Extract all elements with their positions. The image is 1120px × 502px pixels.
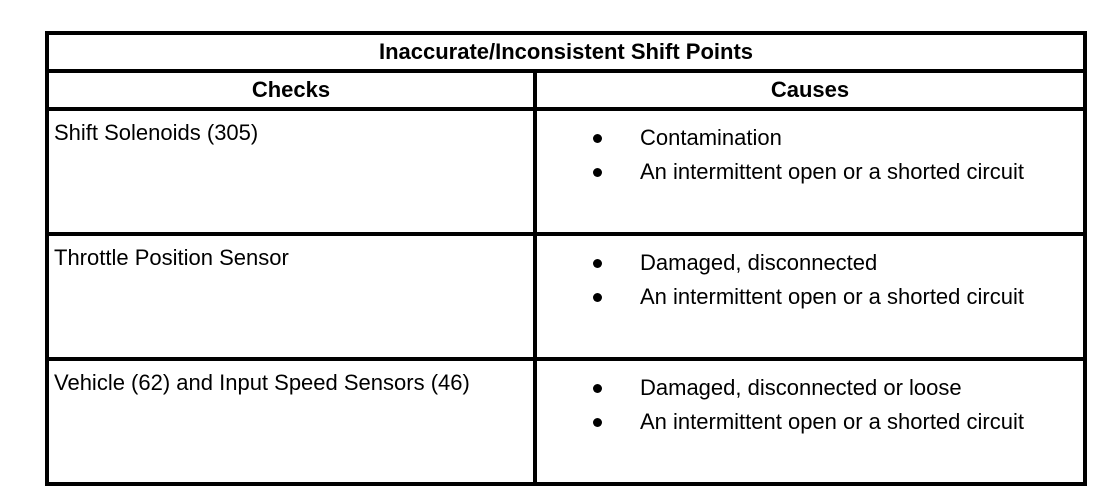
table-row [47, 234, 1085, 359]
bullet-icon [593, 134, 602, 143]
check-cell: Throttle Position Sensor [47, 234, 535, 359]
bullet-icon [593, 418, 602, 427]
check-cell: Shift Solenoids (305) [47, 109, 535, 234]
causes-cell [535, 109, 1085, 234]
table-title: Inaccurate/Inconsistent Shift Points [47, 33, 1085, 71]
cause-list [537, 121, 1083, 189]
bullet-icon [593, 293, 602, 302]
causes-header: Causes [535, 71, 1085, 109]
bullet-icon [593, 259, 602, 268]
cause-text: Contamination [640, 125, 782, 150]
causes-cell [535, 359, 1085, 484]
diagnostic-table [45, 31, 1087, 486]
cause-text: An intermittent open or a shorted circuit [640, 409, 1024, 434]
table-row [47, 109, 1085, 234]
list-item [537, 121, 1083, 155]
checks-header: Checks [47, 71, 535, 109]
list-item [537, 371, 1083, 405]
list-item [537, 155, 1083, 189]
cause-text: Damaged, disconnected or loose [640, 375, 962, 400]
table-row [47, 359, 1085, 484]
title-row [47, 33, 1085, 71]
cause-list [537, 371, 1083, 439]
cause-text: Damaged, disconnected [640, 250, 878, 275]
bullet-icon [593, 384, 602, 393]
list-item [537, 246, 1083, 280]
causes-cell [535, 234, 1085, 359]
list-item [537, 405, 1083, 439]
cause-text: An intermittent open or a shorted circuit [640, 284, 1024, 309]
header-row [47, 71, 1085, 109]
bullet-icon [593, 168, 602, 177]
cause-text: An intermittent open or a shorted circuit [640, 159, 1024, 184]
cause-list [537, 246, 1083, 314]
list-item [537, 280, 1083, 314]
check-cell: Vehicle (62) and Input Speed Sensors (46) [47, 359, 535, 484]
